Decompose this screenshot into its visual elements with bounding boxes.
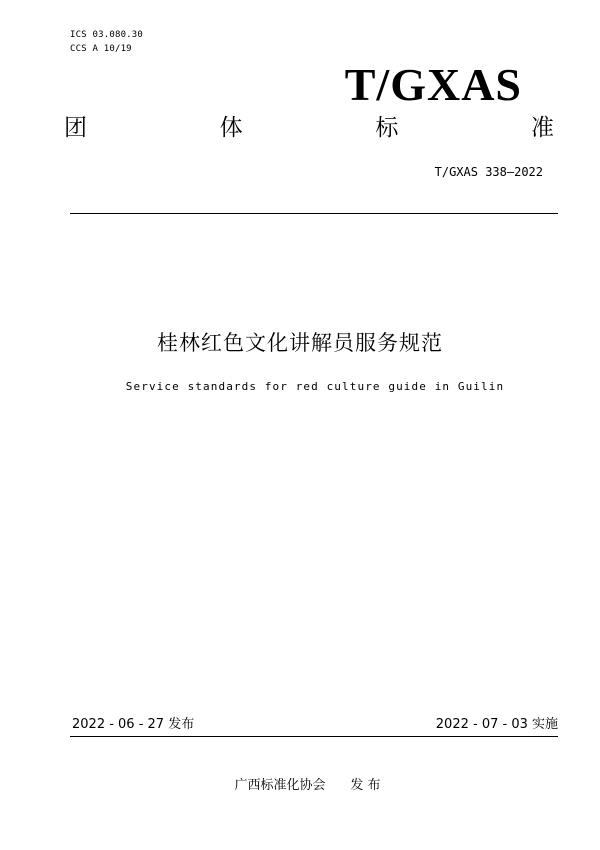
ics-code: ICS 03.080.30 bbox=[70, 30, 144, 40]
standard-type-char-3: 标 bbox=[375, 115, 399, 141]
bottom-divider bbox=[70, 736, 558, 737]
standard-type-char-4: 准 bbox=[530, 115, 554, 141]
standard-type-heading bbox=[64, 113, 554, 143]
title-chinese: 桂林红色文化讲解员服务规范 bbox=[157, 331, 443, 355]
top-divider bbox=[70, 213, 558, 214]
implementation-date: 2022 - 07 - 03 实施 bbox=[435, 717, 558, 732]
publisher-line bbox=[0, 777, 600, 795]
standard-type-char-1: 团 bbox=[64, 115, 87, 141]
standard-number: T/GXAS 338—2022 bbox=[434, 165, 543, 179]
publisher-name: 广西标准化协会 bbox=[234, 778, 326, 793]
ccs-code: CCS A 10/19 bbox=[70, 44, 132, 54]
title-english: Service standards for red culture guide in Guilin bbox=[125, 380, 505, 393]
standard-type-char-2: 体 bbox=[219, 115, 243, 141]
standard-logo: T/GXAS bbox=[344, 59, 522, 110]
publish-date: 2022 - 06 - 27 发布 bbox=[72, 717, 195, 732]
publisher-action: 发 布 bbox=[350, 778, 381, 793]
